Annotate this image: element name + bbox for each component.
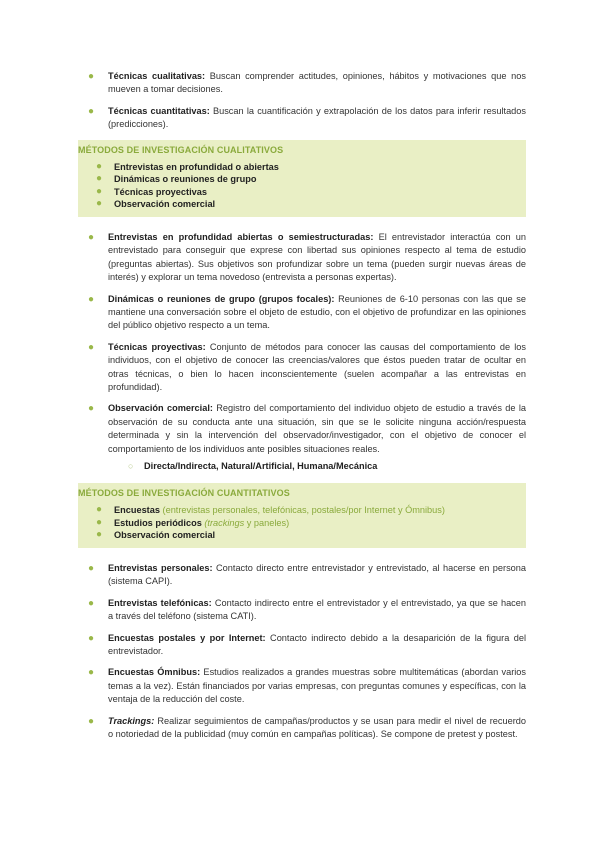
bullet-icon: ● bbox=[96, 529, 103, 541]
bullet-icon: ● bbox=[96, 185, 103, 197]
definition: Buscan la cuantificación y extrapolación de los datos para inferir resultados (predicciones). bbox=[108, 105, 526, 130]
bullet-icon: ● bbox=[88, 632, 95, 644]
bullet-icon: ● bbox=[96, 160, 103, 172]
term: Encuestas postales y por Internet: bbox=[108, 632, 266, 643]
bullet-group-dynamics bbox=[78, 293, 526, 333]
bullet-commercial-observation bbox=[78, 402, 526, 456]
bullet-icon: ● bbox=[96, 198, 103, 210]
definition: Contacto indirecto debido a la desaparición de la figura del entrevistador. bbox=[108, 632, 526, 656]
list-item-label: Dinámicas o reuniones de grupo bbox=[114, 174, 257, 185]
observation-types-label: Directa/Indirecta, Natural/Artificial, Humana/Mecánica bbox=[144, 461, 378, 472]
list-item-label: Entrevistas en profundidad o abiertas bbox=[114, 161, 279, 172]
definition: Buscan comprender actitudes, opiniones, hábitos y motivaciones que nos mueven a tomar decisiones. bbox=[108, 71, 526, 95]
definition: Contacto indirecto entre el entrevistador y el entrevistado, ya que se hacen a través del teléfono (sistema CATI). bbox=[108, 597, 526, 622]
list-item bbox=[78, 173, 526, 186]
term: Entrevistas personales: bbox=[108, 562, 213, 573]
term: Dinámicas o reuniones de grupo (grupos focales): bbox=[108, 293, 335, 304]
bullet-in-depth-interviews bbox=[78, 231, 526, 285]
bullet-icon: ● bbox=[88, 232, 95, 243]
bullet-projective-techniques bbox=[78, 341, 526, 395]
bullet-icon: ● bbox=[88, 293, 95, 305]
list-item bbox=[78, 529, 526, 542]
bullet-qualitative-techniques bbox=[78, 70, 526, 97]
circle-bullet-icon: ○ bbox=[128, 461, 134, 472]
section-title: MÉTODOS DE INVESTIGACIÓN CUALITATIVOS bbox=[78, 144, 284, 155]
list-item bbox=[78, 517, 526, 530]
bullet-quantitative-techniques bbox=[78, 105, 526, 132]
bullet-omnibus-surveys bbox=[78, 666, 526, 706]
observation-types-subitem bbox=[78, 460, 526, 473]
list-item-label: Estudios periódicos bbox=[114, 517, 202, 528]
definition: El entrevistador interactúa con un entrevistado para conseguir que exprese con libertad sus opiniones respecto al tema de estudio (preguntas abiertas). Sus objetivos son profundizar sobre un tema (pueden surgir nuevas áreas de interés) y explorar un tema novedoso (entrevista a personas expertas). bbox=[108, 232, 526, 283]
bullet-icon: ● bbox=[88, 562, 95, 574]
qualitative-methods-list bbox=[78, 161, 526, 211]
term: Técnicas cualitativas: bbox=[108, 71, 206, 81]
list-item bbox=[78, 198, 526, 211]
definition: Contacto directo entre entrevistador y entrevistado, al hacerse en persona (sistema CAPI). bbox=[108, 562, 526, 587]
list-item bbox=[78, 504, 526, 517]
section-title: MÉTODOS DE INVESTIGACIÓN CUANTITATIVOS bbox=[78, 488, 290, 499]
term: Observación comercial: bbox=[108, 403, 213, 414]
definition: Reuniones de 6-10 personas con las que se mantiene una conversación sobre el objeto de estudio, con el objetivo de profundizar en las opiniones del público objetivo respecto a un tema. bbox=[108, 293, 527, 331]
bullet-icon: ● bbox=[88, 341, 95, 353]
term: Trackings: bbox=[108, 715, 155, 726]
term: Entrevistas telefónicas: bbox=[108, 597, 212, 608]
bullet-trackings bbox=[78, 715, 526, 742]
quantitative-methods-band bbox=[78, 483, 526, 548]
list-item-italic: (trackings bbox=[204, 517, 245, 528]
bullet-postal-internet-surveys bbox=[78, 632, 526, 659]
list-item-detail: (entrevistas personales, telefónicas, postales/por Internet y Ómnibus) bbox=[159, 505, 445, 516]
list-item-label: Observación comercial bbox=[114, 530, 216, 541]
definition: Estudios realizados a grandes muestras sobre multitemáticas (abordan varios temas a la vez). Están financiados por varias empresas, con preguntas comunes y específicas, con la ventaja de la reducción del coste. bbox=[108, 667, 526, 705]
bullet-icon: ● bbox=[88, 667, 95, 679]
bullet-icon: ● bbox=[96, 173, 103, 185]
bullet-icon: ● bbox=[96, 504, 103, 516]
list-item-label: Encuestas bbox=[114, 505, 160, 516]
term: Técnicas proyectivas: bbox=[108, 341, 206, 352]
bullet-personal-interviews bbox=[78, 562, 526, 589]
term: Entrevistas en profundidad abiertas o semiestructuradas: bbox=[108, 232, 374, 242]
list-item bbox=[78, 161, 526, 174]
bullet-icon: ● bbox=[88, 71, 95, 82]
list-item-detail: y paneles) bbox=[244, 517, 290, 528]
definition: Realizar seguimientos de campañas/productos y se usan para medir el nivel de recuerdo o notoriedad de la publicidad (muy común en campañas políticas). Se compone de pretest y postest. bbox=[108, 715, 526, 739]
definition: Registro del comportamiento del individuo objeto de estudio a través de la observación de su conducta ante una situación, sin que se le solicite ninguna acción/respuesta determinada y sin la intervención del observador/investigador, con el objetivo de conocer el comportamiento de los individuos ante posibles situaciones reales. bbox=[108, 403, 526, 454]
bullet-icon: ● bbox=[88, 715, 95, 727]
bullet-icon: ● bbox=[88, 403, 95, 415]
definition: Conjunto de métodos para conocer las causas del comportamiento de los individuos, con el objetivo de conocer las creencias/valores que éstos pueden tratar de ocultar en otras técnicas, o bien lo hacen inconscientemente (suelen acompañar a las entrevistas en profundidad). bbox=[108, 341, 526, 393]
document-content bbox=[78, 70, 526, 749]
bullet-icon: ● bbox=[88, 597, 95, 609]
list-item-label: Técnicas proyectivas bbox=[114, 186, 207, 197]
qualitative-methods-band bbox=[78, 140, 526, 217]
term: Encuestas Ómnibus: bbox=[108, 667, 201, 678]
bullet-icon: ● bbox=[88, 105, 95, 117]
list-item-label: Observación comercial bbox=[114, 199, 216, 210]
quantitative-methods-list bbox=[78, 504, 526, 542]
list-item bbox=[78, 186, 526, 199]
bullet-telephone-interviews bbox=[78, 597, 526, 624]
bullet-icon: ● bbox=[96, 516, 103, 528]
term: Técnicas cuantitativas: bbox=[108, 105, 210, 116]
